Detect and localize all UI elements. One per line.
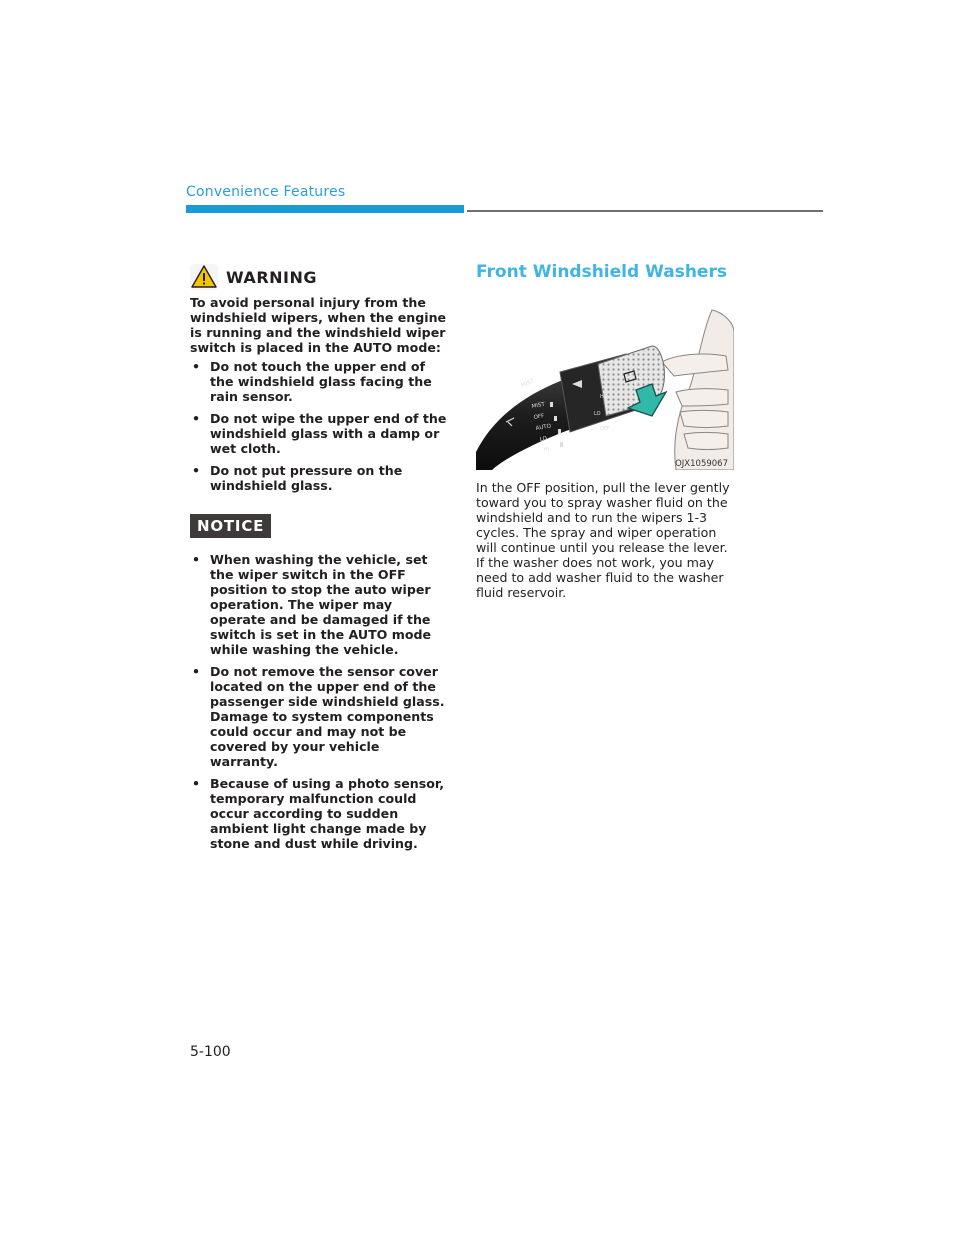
notice-item-text: Because of using a photo sensor, temporary malfunction could occur according to sudden ambient light change made by stone and dust while driving. [210,776,445,851]
bullet-icon: • [192,359,201,374]
figure-label: HI [600,394,606,400]
left-column [190,262,448,858]
list-item [190,776,448,851]
warning-triangle-icon [190,264,218,290]
warning-item-text: Do not touch the upper end of the windshield glass facing the rain sensor. [210,359,432,404]
warning-item-text: Do not wipe the upper end of the windshield glass with a damp or wet cloth. [210,411,447,456]
notice-list [190,552,448,851]
figure-label: MIST [531,401,546,410]
notice-item-text: Do not remove the sensor cover located on the upper end of the passenger side windshield glass. Damage to system components could occur and may not be covered by your vehicle warranty. [210,664,445,769]
list-item [190,664,448,769]
page-number: 5-100 [190,1044,231,1060]
warning-list [190,359,448,493]
warning-title: WARNING [226,267,317,287]
section-title: Convenience Features [186,184,346,200]
bullet-icon: • [192,463,201,478]
bullet-icon: • [192,411,201,426]
bullet-icon: • [192,664,201,679]
list-item [190,552,448,657]
list-item [190,411,448,456]
figure-label: MIST [520,378,536,389]
list-item [190,359,448,404]
warning-heading [190,262,448,292]
bullet-icon: • [192,552,201,567]
header-rule [467,210,823,212]
figure-label: AUTO [535,423,552,432]
figure-label: HI [543,446,550,453]
wiper-lever-illustration [476,292,734,470]
warning-intro: To avoid personal injury from the windshield wipers, when the engine is running and the windshield wiper switch is placed in the AUTO mode: [190,295,447,355]
figure-label: LO [539,435,548,443]
washers-title: Front Windshield Washers [476,262,727,282]
figure-label: OFF [600,426,610,432]
notice-item-text: When washing the vehicle, set the wiper switch in the OFF position to stop the auto wiper operation. The wiper may operate and be damaged if the switch is set in the AUTO mode while washing the vehicle. [210,552,432,657]
right-column [476,262,736,600]
bullet-icon: • [192,776,201,791]
figure-code: OJX1059067 [675,459,728,469]
wiper-lever-figure [476,292,734,470]
notice-badge: NOTICE [190,514,271,538]
header-rule-accent [186,205,464,213]
warning-item-text: Do not put pressure on the windshield glass. [210,463,403,493]
figure-label: LO [594,411,601,417]
figure-label: OFF [533,413,545,421]
list-item [190,463,448,493]
washers-body: In the OFF position, pull the lever gently toward you to spray washer fluid on the windshield and to run the wipers 1-3 cycles. The spray and wiper operation will continue until you release the lever. If the washer does not work, you may need to add washer fluid to the washer fluid reservoir. [476,480,730,600]
